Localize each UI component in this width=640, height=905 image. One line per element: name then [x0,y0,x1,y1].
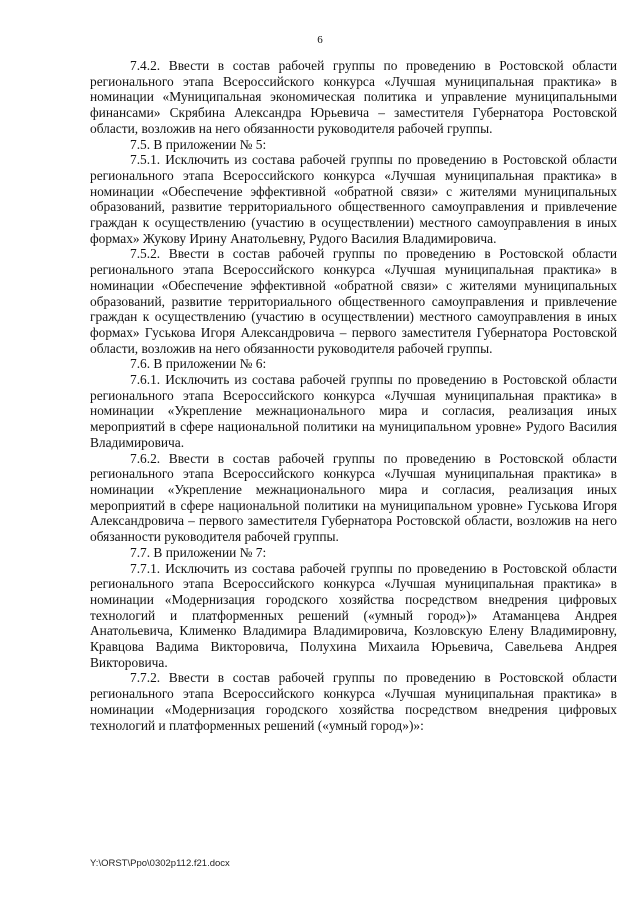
paragraph-7-6-1: 7.6.1. Исключить из состава рабочей группы по проведению в Ростовской области регионального этапа Всероссийского конкурса «Лучшая муниципальная практика» в номинации «Укрепление межнационального мира и согласия, реализация иных мероприятий в сфере национальной политики на муниципальном уровне» Рудого Василия Владимировича. [90,372,617,450]
paragraph-7-5-2: 7.5.2. Ввести в состав рабочей группы по проведению в Ростовской области регионального этапа Всероссийского конкурса «Лучшая муниципальная практика» в номинации «Обеспечение эффективной «обратной связи» с жителями муниципальных образований, развитие территориального общественного самоуправления и привлечение граждан к осуществлению (участию в осуществлении) местного самоуправления в иных формах» Гуськова Игоря Александровича – первого заместителя Губернатора Ростовской области, возложив на него обязанности руководителя рабочей группы. [90,246,617,356]
document-body [90,58,617,733]
paragraph-7-4-2: 7.4.2. Ввести в состав рабочей группы по проведению в Ростовской области регионального этапа Всероссийского конкурса «Лучшая муниципальная практика» в номинации «Муниципальная экономическая политика и управление муниципальными финансами» Скрябина Александра Юрьевича – заместителя Губернатора Ростовской области, возложив на него обязанности руководителя рабочей группы. [90,58,617,136]
paragraph-7-5-1: 7.5.1. Исключить из состава рабочей группы по проведению в Ростовской области регионального этапа Всероссийского конкурса «Лучшая муниципальная практика» в номинации «Обеспечение эффективной «обратной связи» с жителями муниципальных образований, развитие территориального общественного самоуправления и привлечение граждан к осуществлению (участию в осуществлении) местного самоуправления в иных формах» Жукову Ирину Анатольевну, Рудого Василия Владимировича. [90,152,617,246]
paragraph-7-7-2: 7.7.2. Ввести в состав рабочей группы по проведению в Ростовской области регионального этапа Всероссийского конкурса «Лучшая муниципальная практика» в номинации «Модернизация городского хозяйства посредством внедрения цифровых технологий и платформенных решений («умный город»)»: [90,670,617,733]
footer-file-path: Y:\ORST\Ppo\0302p112.f21.docx [90,858,230,869]
paragraph-7-7: 7.7. В приложении № 7: [130,544,267,560]
paragraph-7-6: 7.6. В приложении № 6: [130,356,267,372]
paragraph-7-7-1: 7.7.1. Исключить из состава рабочей группы по проведению в Ростовской области регионального этапа Всероссийского конкурса «Лучшая муниципальная практика» в номинации «Модернизация городского хозяйства посредством внедрения цифровых технологий и платформенных решений («умный город»)» Атаманцева Андрея Анатольевича, Клименко Владимира Владимировича, Козловскую Елену Владимировну, Кравцова Вадима Викторовича, Полухина Михаила Юрьевича, Савельева Андрея Викторовича. [90,560,617,670]
paragraph-7-6-2: 7.6.2. Ввести в состав рабочей группы по проведению в Ростовской области регионального этапа Всероссийского конкурса «Лучшая муниципальная практика» в номинации «Укрепление межнационального мира и согласия, реализация иных мероприятий в сфере национальной политики на муниципальном уровне» Гуськова Игоря Александровича – первого заместителя Губернатора Ростовской области, возложив на него обязанности руководителя рабочей группы. [90,450,617,545]
page-number: 6 [317,34,323,46]
paragraph-7-5: 7.5. В приложении № 5: [130,136,267,152]
